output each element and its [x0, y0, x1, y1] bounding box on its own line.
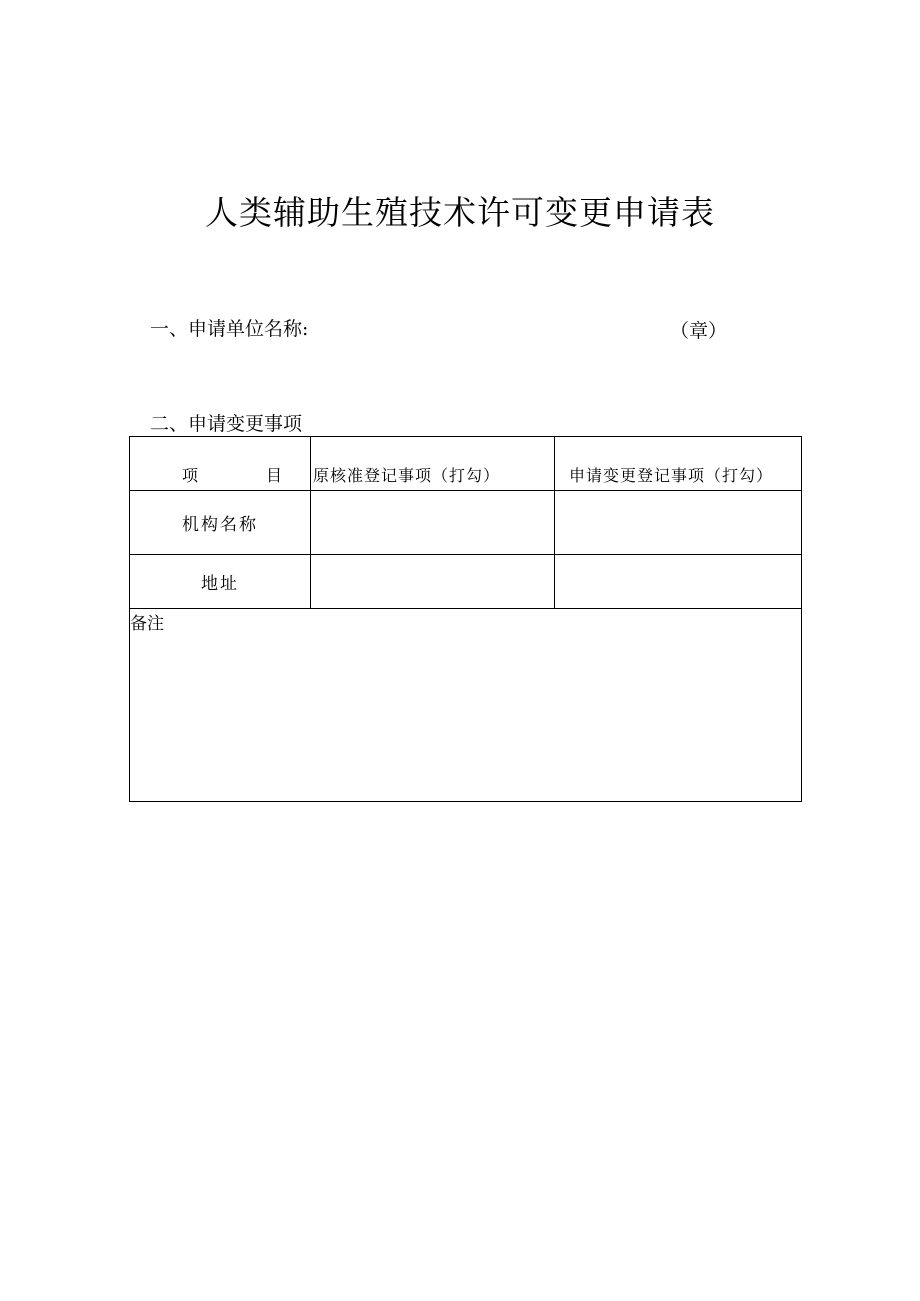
- applicant-name-label: 一、申请单位名称:: [150, 318, 309, 340]
- institution-name-change-cell[interactable]: [555, 491, 802, 555]
- table-header-row: [130, 437, 802, 491]
- seal-label: （章）: [670, 320, 728, 342]
- address-change-cell[interactable]: [555, 555, 802, 609]
- header-item-right: 目: [265, 466, 282, 485]
- header-item-left: 项: [182, 466, 199, 485]
- remarks-label: 备注: [130, 614, 164, 634]
- row-label-institution-name: 机构名称: [130, 491, 311, 555]
- change-items-table: [129, 436, 802, 802]
- header-original-label: 原核准登记事项（打勾）: [313, 466, 501, 485]
- table-row: [130, 491, 802, 555]
- table-row: [130, 555, 802, 609]
- address-original-cell[interactable]: [311, 555, 555, 609]
- header-original-cell: [311, 437, 555, 491]
- document-title: 人类辅助生殖技术许可变更申请表: [205, 193, 715, 232]
- header-change-cell: [555, 437, 802, 491]
- header-item-cell: [130, 437, 311, 491]
- row-label-address: 地址: [130, 555, 311, 609]
- institution-name-original-cell[interactable]: [311, 491, 555, 555]
- header-change-label: 申请变更登记事项（打勾）: [569, 466, 774, 485]
- section-heading-change-items: 二、申请变更事项: [150, 413, 303, 435]
- remarks-row: [130, 609, 802, 802]
- remarks-cell[interactable]: [130, 609, 802, 802]
